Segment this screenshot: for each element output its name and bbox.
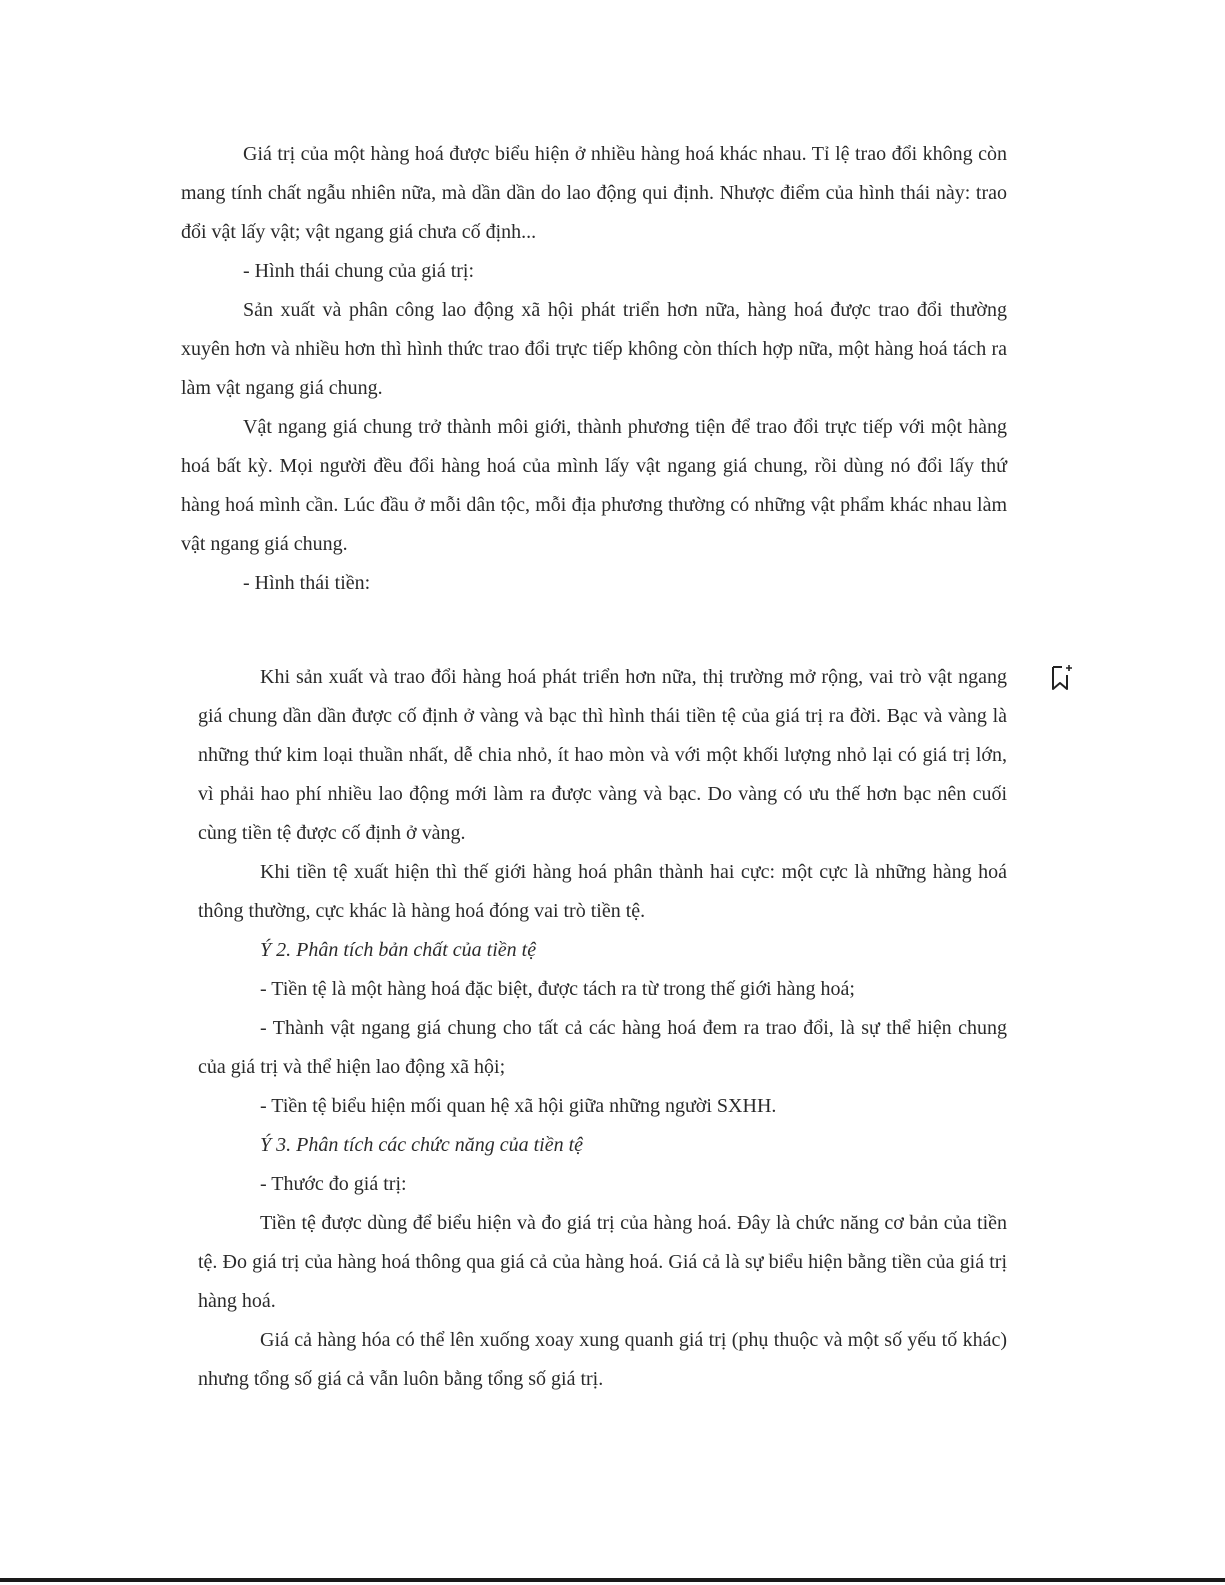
section-heading: Ý 3. Phân tích các chức năng của tiền tệ (260, 1134, 584, 1156)
bookmark-add-icon[interactable] (1050, 664, 1074, 692)
paragraph: Giá cả hàng hóa có thể lên xuống xoay xung quanh giá trị (phụ thuộc và một số yếu tố khác) nhưng tổng số giá cả vẫn luôn bằng tổng số giá trị. (198, 1329, 1007, 1390)
paragraph: Tiền tệ được dùng để biểu hiện và đo giá trị của hàng hoá. Đây là chức năng cơ bản của tiền tệ. Đo giá trị của hàng hoá thông qua giá cả của hàng hoá. Giá cả là sự biểu hiện bằng tiền của giá trị hàng hoá. (198, 1212, 1007, 1312)
list-heading: - Hình thái tiền: (243, 572, 371, 594)
paragraph: Giá trị của một hàng hoá được biểu hiện ở nhiều hàng hoá khác nhau. Tỉ lệ trao đổi không còn mang tính chất ngẫu nhiên nữa, mà dần dần do lao động qui định. Nhược điểm của hình thái này: trao đổi vật lấy vật; vật ngang giá chưa cố định... (181, 143, 1007, 243)
paragraph: Khi tiền tệ xuất hiện thì thế giới hàng hoá phân thành hai cực: một cực là những hàng hoá thông thường, cực khác là hàng hoá đóng vai trò tiền tệ. (198, 861, 1007, 922)
paragraph: Vật ngang giá chung trở thành môi giới, thành phương tiện để trao đổi trực tiếp với một hàng hoá bất kỳ. Mọi người đều đổi hàng hoá của mình lấy vật ngang giá chung, rồi dùng nó đổi lấy thứ hàng hoá mình cần. Lúc đầu ở mỗi dân tộc, mỗi địa phương thường có những vật phẩm khác nhau làm vật ngang giá chung. (181, 416, 1007, 555)
paragraph: Khi sản xuất và trao đổi hàng hoá phát triển hơn nữa, thị trường mở rộng, vai trò vật ngang giá chung dần dần được cố định ở vàng và bạc thì hình thái tiền tệ của giá trị ra đời. Bạc và vàng là những thứ kim loại thuần nhất, dễ chia nhỏ, ít hao mòn và với một khối lượng nhỏ lại có giá trị lớn, vì phải hao phí nhiều lao động mới làm ra được vàng và bạc. Do vàng có ưu thế hơn bạc nên cuối cùng tiền tệ được cố định ở vàng. (198, 666, 1007, 844)
text-block-lower (198, 658, 1007, 1399)
section-heading: Ý 2. Phân tích bản chất của tiền tệ (260, 939, 537, 961)
text-block-upper (181, 135, 1007, 603)
list-heading: - Hình thái chung của giá trị: (243, 260, 475, 282)
list-item: - Tiền tệ biểu hiện mối quan hệ xã hội giữa những người SXHH. (260, 1095, 777, 1117)
page-bottom-border (0, 1578, 1225, 1582)
list-item: - Tiền tệ là một hàng hoá đặc biệt, được tách ra từ trong thế giới hàng hoá; (260, 978, 855, 1000)
list-heading: - Thước đo giá trị: (260, 1173, 407, 1195)
list-item: - Thành vật ngang giá chung cho tất cả các hàng hoá đem ra trao đổi, là sự thể hiện chung của giá trị và thể hiện lao động xã hội; (198, 1017, 1007, 1078)
bookmark-add-icon-graphic (1050, 664, 1074, 692)
paragraph: Sản xuất và phân công lao động xã hội phát triển hơn nữa, hàng hoá được trao đổi thường xuyên hơn và nhiều hơn thì hình thức trao đổi trực tiếp không còn thích hợp nữa, một hàng hoá tách ra làm vật ngang giá chung. (181, 299, 1007, 399)
